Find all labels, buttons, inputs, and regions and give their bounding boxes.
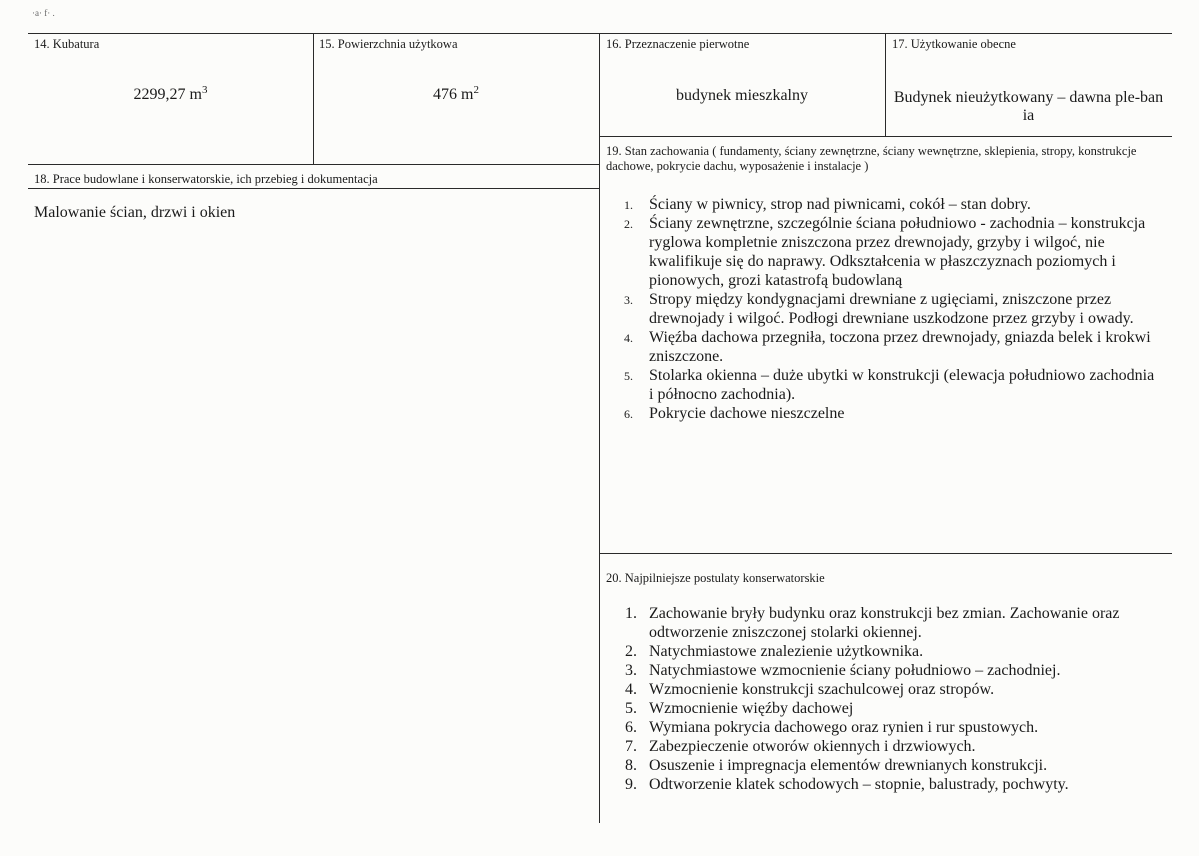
postulaty-item: [601, 680, 1161, 699]
postulaty-item: [601, 737, 1161, 756]
prace-value: Malowanie ścian, drzwi i okien: [34, 204, 236, 221]
stan-list: [601, 195, 1161, 423]
postulaty-item-text: Natychmiastowe wzmocnienie ściany południowo – zachodniej.: [649, 662, 1061, 679]
postulaty-item-number: 6.: [625, 719, 637, 736]
postulaty-item-text: Odtworzenie klatek schodowych – stopnie, balustrady, pochwyty.: [649, 776, 1069, 793]
stan-item: [601, 214, 1161, 290]
stan-item-text: Ściany zewnętrzne, szczególnie ściana południowo - zachodnia – konstrukcja ryglowa kompletnie zniszczona przez drewnojady, grzyby i wilgoć, nie kwalifikuje się do naprawy. Odkształcenia w płaszczyznach poziomych i pionowych, grozi katastrofą budowlaną: [649, 215, 1146, 289]
przeznaczenie-label: 16. Przeznaczenie pierwotne: [606, 37, 750, 51]
stan-item-number: 3.: [624, 293, 633, 307]
row-divider-18: [28, 164, 599, 165]
postulaty-item: [601, 642, 1161, 661]
stan-item-text: Więźba dachowa przegniła, toczona przez drewnojady, gniazda belek i krokwi zniszczone.: [649, 329, 1151, 365]
postulaty-item: [601, 661, 1161, 680]
przeznaczenie-value: budynek mieszkalny: [676, 87, 808, 104]
postulaty-item-number: 8.: [625, 757, 637, 774]
stan-item-text: Pokrycie dachowe nieszczelne: [649, 405, 845, 422]
divider-16-17: [885, 33, 886, 136]
stan-item-number: 2.: [624, 217, 633, 231]
postulaty-item: [601, 718, 1161, 737]
powierzchnia-number: 476 m: [433, 86, 474, 103]
row-divider-19: [599, 136, 1172, 137]
kubatura-value: [28, 86, 313, 104]
postulaty-item: [601, 775, 1161, 794]
row-divider-18-label: [28, 188, 599, 189]
stan-item: [601, 366, 1161, 404]
uzytkowanie-value: Budynek nieużytkowany – dawna ple-bania: [893, 89, 1164, 124]
postulaty-item-text: Zabezpieczenie otworów okiennych i drzwiowych.: [649, 738, 976, 755]
postulaty-item-number: 7.: [625, 738, 637, 755]
postulaty-list: [601, 604, 1161, 794]
uzytkowanie-label: 17. Użytkowanie obecne: [892, 37, 1016, 51]
postulaty-item-number: 5.: [625, 700, 637, 717]
stan-item: [601, 290, 1161, 328]
stan-item-number: 5.: [624, 369, 633, 383]
postulaty-label: 20. Najpilniejsze postulaty konserwatorskie: [606, 571, 825, 585]
stan-label: 19. Stan zachowania ( fundamenty, ściany zewnętrzne, ściany wewnętrzne, sklepienia, stropy, konstrukcje dachowe, pokrycie dachu, wyposażenie i instalacje ): [606, 144, 1137, 173]
scan-mark: ·a· f· .: [32, 8, 55, 18]
postulaty-item-text: Natychmiastowe znalezienie użytkownika.: [649, 643, 924, 660]
powierzchnia-exponent: 2: [473, 84, 479, 96]
row-divider-20: [599, 553, 1172, 554]
postulaty-item-number: 3.: [625, 662, 637, 679]
stan-item-text: Stolarka okienna – duże ubytki w konstrukcji (elewacja południowo zachodnia i północno zachodnia).: [649, 367, 1155, 403]
stan-item: [601, 328, 1161, 366]
postulaty-item-number: 9.: [625, 776, 637, 793]
stan-item-text: Ściany w piwnicy, strop nad piwnicami, cokół – stan dobry.: [649, 196, 1031, 213]
postulaty-item-number: 2.: [625, 643, 637, 660]
postulaty-item: [601, 604, 1161, 642]
postulaty-item-number: 1.: [625, 605, 637, 622]
stan-item-number: 4.: [624, 331, 633, 345]
postulaty-item: [601, 756, 1161, 775]
kubatura-number: 2299,27 m: [133, 86, 202, 103]
prace-label: 18. Prace budowlane i konserwatorskie, ich przebieg i dokumentacja: [34, 172, 378, 186]
postulaty-item-number: 4.: [625, 681, 637, 698]
postulaty-item-text: Wymiana pokrycia dachowego oraz rynien i rur spustowych.: [649, 719, 1039, 736]
stan-item-number: 1.: [624, 198, 633, 212]
stan-item-number: 6.: [624, 407, 633, 421]
postulaty-item-text: Wzmocnienie więźby dachowej: [649, 700, 854, 717]
powierzchnia-label: 15. Powierzchnia użytkowa: [319, 37, 458, 51]
kubatura-label: 14. Kubatura: [34, 37, 100, 51]
postulaty-item: [601, 699, 1161, 718]
top-border: [28, 33, 1172, 34]
kubatura-exponent: 3: [201, 84, 208, 96]
stan-item: [601, 404, 1161, 423]
postulaty-item-text: Zachowanie bryły budynku oraz konstrukcji bez zmian. Zachowanie oraz odtworzenie zniszczonej stolarki okiennej.: [649, 605, 1120, 641]
stan-item-text: Stropy między kondygnacjami drewniane z ugięciami, zniszczone przez drewnojady i wilgoć. Podłogi drewniane uszkodzone przez grzyby i owady.: [649, 291, 1134, 327]
powierzchnia-value: [313, 86, 599, 104]
stan-item: [601, 195, 1161, 214]
postulaty-item-text: Osuszenie i impregnacja elementów drewnianych konstrukcji.: [649, 757, 1048, 774]
postulaty-item-text: Wzmocnienie konstrukcji szachulcowej oraz stropów.: [649, 681, 995, 698]
divider-main: [599, 33, 600, 823]
